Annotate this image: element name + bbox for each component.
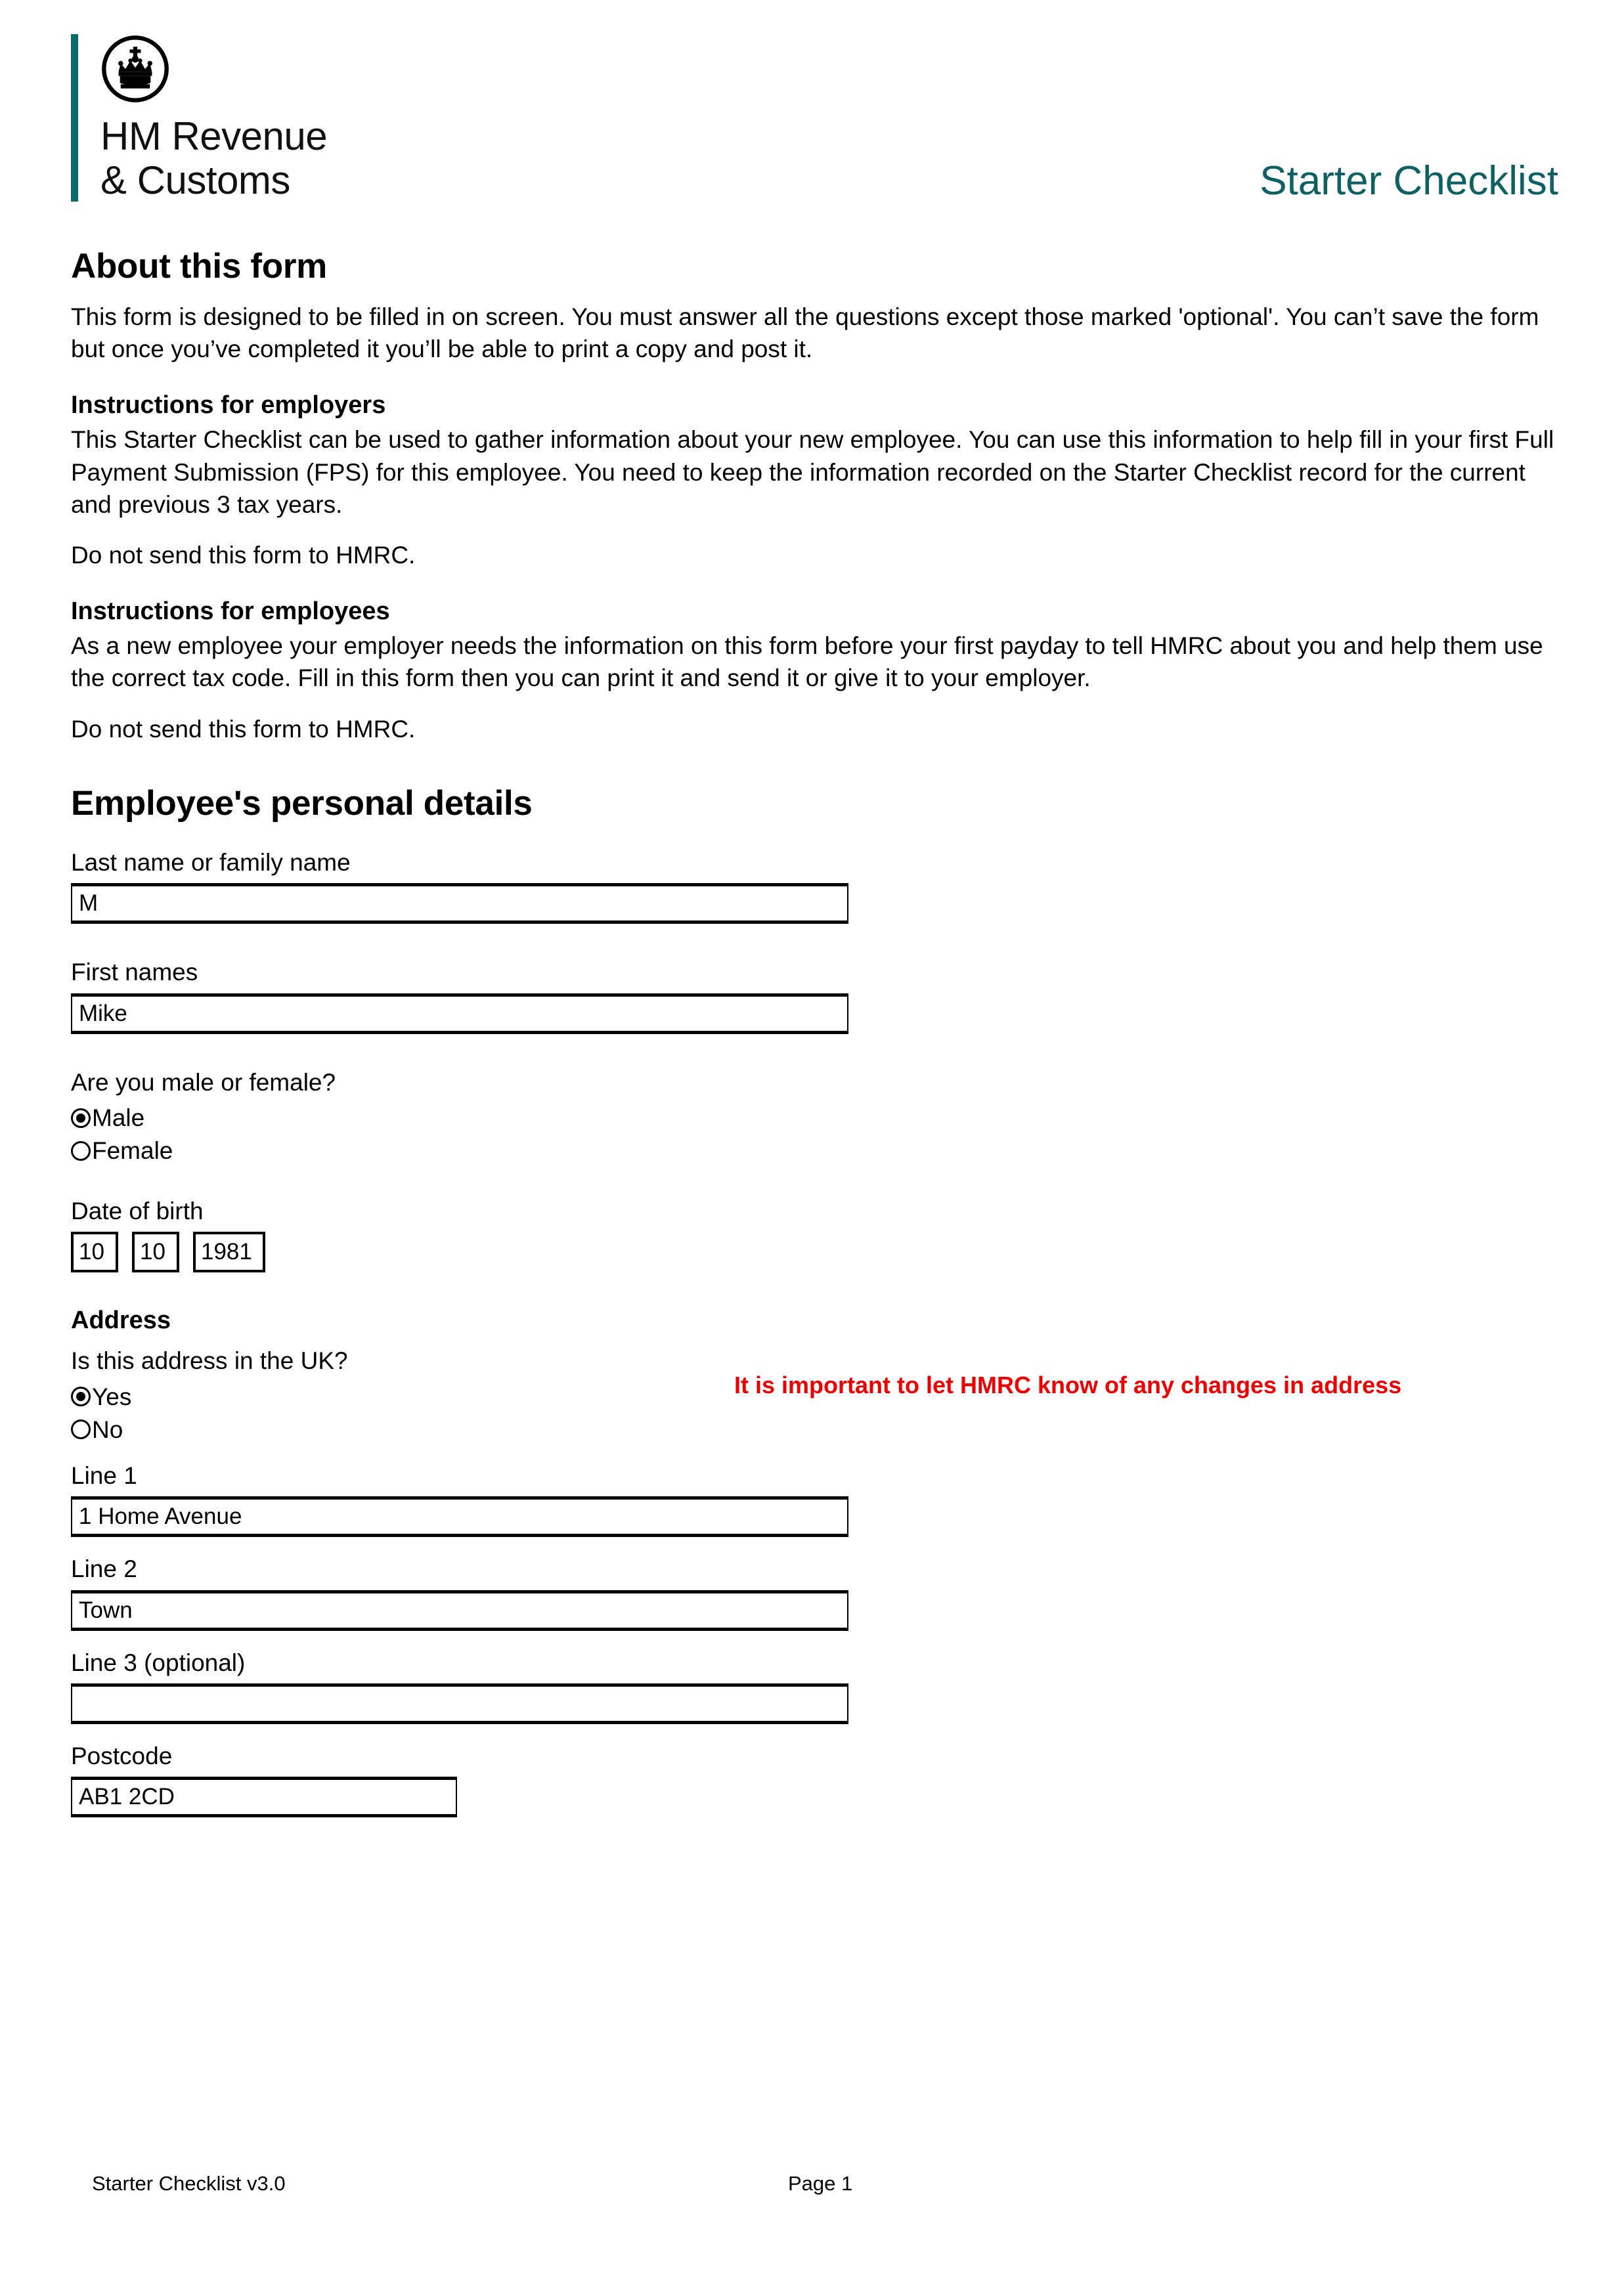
date-of-birth-label: Date of birth — [71, 1198, 204, 1224]
dob-day-input[interactable]: 10 — [71, 1232, 118, 1272]
radio-no-label: No — [92, 1416, 123, 1443]
radio-uk-no[interactable] — [71, 1418, 662, 1442]
radio-male-label: Male — [92, 1104, 145, 1131]
org-line-2: & Customs — [100, 158, 290, 203]
address-line-1-label: Line 1 — [71, 1462, 137, 1489]
radio-no-icon[interactable] — [71, 1419, 91, 1439]
last-name-input[interactable]: M — [71, 883, 848, 924]
employees-paragraph: As a new employee your employer needs the information on this form before your first payday to tell HMRC about you and help them use the correct tax code. Fill in this form then you can print it and send it or give it to your employer. — [71, 632, 1543, 692]
address-uk-question — [71, 1347, 662, 1441]
organisation-name — [100, 114, 327, 202]
field-address-line-3 — [71, 1649, 1562, 1724]
radio-male-icon[interactable] — [71, 1108, 91, 1128]
address-line-1-input[interactable]: 1 Home Avenue — [71, 1496, 848, 1537]
about-paragraph: This form is designed to be filled in on screen. You must answer all the questions except those marked 'optional'. You can’t save the form but once you’ve completed it you’ll be able to print a copy and post it. — [71, 303, 1539, 363]
date-of-birth-row — [71, 1232, 1562, 1272]
employees-heading: Instructions for employees — [71, 597, 390, 626]
crown-icon — [100, 34, 170, 104]
page-footer — [92, 2172, 1537, 2196]
field-last-name — [71, 848, 1562, 924]
logo-accent-bar — [71, 34, 78, 202]
last-name-label: Last name or family name — [71, 848, 351, 876]
address-line-2-label: Line 2 — [71, 1555, 137, 1583]
address-uk-row — [71, 1347, 1562, 1441]
about-heading: About this form — [71, 247, 327, 286]
gender-label: Are you male or female? — [71, 1068, 336, 1096]
employees-note: Do not send this form to HMRC. — [71, 715, 416, 743]
field-first-names — [71, 958, 1562, 1033]
address-heading: Address — [71, 1307, 171, 1335]
page-title: Starter Checklist — [1260, 158, 1558, 204]
dob-year-input[interactable]: 1981 — [193, 1232, 265, 1272]
employers-note: Do not send this form to HMRC. — [71, 542, 416, 569]
postcode-label: Postcode — [71, 1742, 173, 1769]
field-postcode — [71, 1742, 1562, 1817]
personal-details-heading: Employee's personal details — [71, 783, 533, 823]
radio-female-label: Female — [92, 1137, 173, 1164]
logo-content — [100, 34, 327, 202]
field-address-line-2 — [71, 1555, 1562, 1630]
field-date-of-birth — [71, 1197, 1562, 1272]
dob-month-input[interactable]: 10 — [132, 1232, 179, 1272]
hmrc-logo — [71, 34, 327, 202]
radio-gender-male[interactable] — [71, 1106, 1562, 1130]
field-gender — [71, 1068, 1562, 1163]
radio-female-icon[interactable] — [71, 1141, 91, 1161]
address-line-3-label: Line 3 (optional) — [71, 1649, 246, 1676]
employers-heading: Instructions for employers — [71, 391, 386, 420]
first-names-label: First names — [71, 959, 198, 986]
form-content — [71, 246, 1562, 1835]
address-line-2-input[interactable]: Town — [71, 1590, 848, 1631]
employers-paragraph: This Starter Checklist can be used to gather information about your new employee. You can use this information to help fill in your first Full Payment Submission (FPS) for this employee. You need to keep the information recorded on the Starter Checklist record for the current and previous 3 tax years. — [71, 426, 1554, 518]
radio-yes-label: Yes — [92, 1383, 132, 1410]
address-uk-label: Is this address in the UK? — [71, 1347, 348, 1375]
field-address-line-1 — [71, 1462, 1562, 1537]
radio-yes-icon[interactable] — [71, 1387, 91, 1406]
postcode-input[interactable]: AB1 2CD — [71, 1777, 457, 1817]
radio-gender-female[interactable] — [71, 1138, 1562, 1163]
radio-uk-yes[interactable] — [71, 1385, 662, 1409]
org-line-1: HM Revenue — [100, 114, 328, 158]
footer-version: Starter Checklist v3.0 — [92, 2172, 286, 2195]
page-header — [0, 0, 1624, 217]
address-change-warning: It is important to let HMRC know of any changes in address — [734, 1372, 1402, 1399]
address-line-3-input[interactable] — [71, 1683, 848, 1724]
footer-page-number: Page 1 — [788, 2172, 853, 2195]
first-names-input[interactable]: Mike — [71, 993, 848, 1034]
